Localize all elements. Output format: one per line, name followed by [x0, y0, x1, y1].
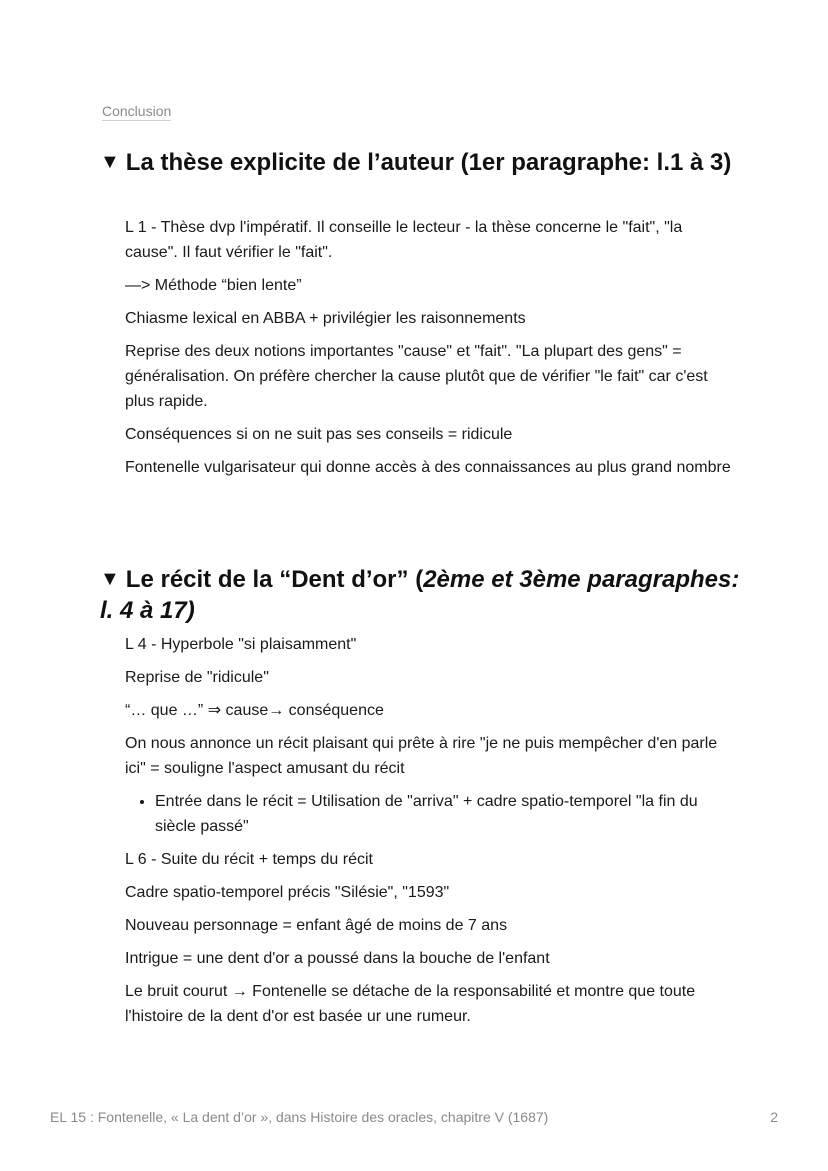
collapse-triangle-icon[interactable]: ▼	[100, 151, 120, 173]
page-footer	[50, 1109, 778, 1125]
paragraph: Intrigue = une dent d'or a poussé dans la bouche de l'enfant	[125, 950, 550, 967]
footer-text: EL 15 : Fontenelle, « La dent d’or », dans Histoire des oracles, chapitre V (1687)	[50, 1109, 549, 1125]
paragraph: Nouveau personnage = enfant âgé de moins de 7 ans	[125, 917, 508, 934]
paragraph: L 6 - Suite du récit + temps du récit	[125, 851, 373, 868]
section-title-italic: 2ème et 3ème paragraphes: l. 4 à 17)	[100, 566, 740, 624]
paragraph: On nous annonce un récit plaisant qui prête à rire "je ne puis mempêcher d'en parle ici" = souligne l'aspect amusant du récit	[125, 735, 718, 777]
collapse-triangle-icon[interactable]: ▼	[100, 568, 120, 590]
paragraph: Le bruit courut → Fontenelle se détache de la responsabilité et montre que toute l'histoire de la dent d'or est basée ur une rumeur.	[125, 983, 696, 1025]
paragraph: Chiasme lexical en ABBA + privilégier les raisonnements	[125, 310, 526, 327]
section-heading-these[interactable]	[100, 148, 740, 179]
page-number: 2	[770, 1109, 778, 1125]
paragraph: L 4 - Hyperbole "si plaisamment"	[125, 636, 357, 653]
paragraph: Reprise des deux notions importantes "cause" et "fait". "La plupart des gens" = généralisation. On préfère chercher la cause plutôt que de vérifier "le fait" car c'est plus rapide.	[125, 343, 708, 410]
conclusion-link[interactable]: Conclusion	[102, 103, 172, 119]
paragraph: Cadre spatio-temporel précis "Silésie", "1593"	[125, 884, 450, 901]
paragraph: “… que …” ⇒ cause→ conséquence	[125, 702, 384, 719]
paragraph: L 1 - Thèse dvp l'impératif. Il conseille le lecteur - la thèse concerne le "fait", "la cause". Il faut vérifier le "fait".	[125, 219, 683, 261]
section-title: La thèse explicite de l’auteur (1er paragraphe: l.1 à 3)	[125, 149, 732, 176]
list-item: • Entrée dans le récit = Utilisation de "arriva" + cadre spatio-temporel "la fin du siècle passé"	[155, 789, 735, 839]
bullet-list	[125, 789, 735, 839]
paragraph: Reprise de "ridicule"	[125, 669, 269, 686]
paragraph: Conséquences si on ne suit pas ses conseils = ridicule	[125, 426, 513, 443]
section-body-these	[125, 215, 735, 488]
section-body-recit	[125, 632, 735, 1037]
paragraph: Fontenelle vulgarisateur qui donne accès à des connaissances au plus grand nombre	[125, 459, 731, 476]
section-heading-recit[interactable]	[100, 565, 740, 625]
paragraph: —> Méthode “bien lente”	[125, 277, 302, 294]
section-title: Le récit de la “Dent d’or” (	[125, 566, 424, 593]
